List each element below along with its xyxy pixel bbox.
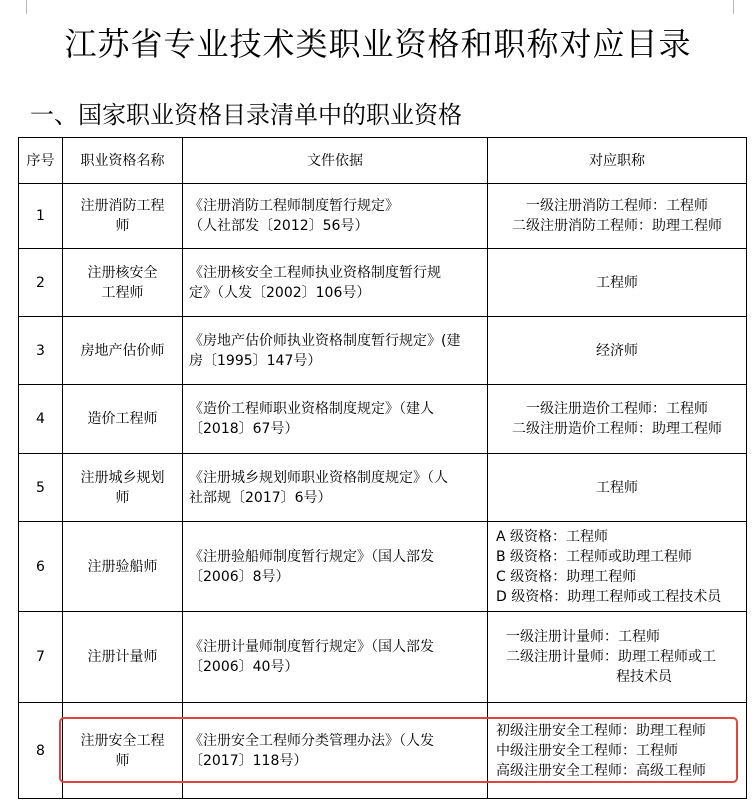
document-basis: 《注册计量师制度暂行规定》（国人部发 〔2006〕40号） xyxy=(183,612,488,703)
corresponding-title: 工程师 xyxy=(488,249,747,317)
qualification-name: 注册核安全 工程师 xyxy=(63,249,183,317)
qualification-name: 注册验船师 xyxy=(63,522,183,612)
corresponding-title: 初级注册安全工程师：助理工程师 中级注册安全工程师：工程师 高级注册安全工程师：高级工程师 xyxy=(488,703,747,799)
document-basis: 《注册安全工程师分类管理办法》（人发 〔2017〕118号） xyxy=(183,703,488,799)
document-basis: 《房地产估价师执业资格制度暂行规定》(建 房〔1995〕147号） xyxy=(183,317,488,385)
table-header-row xyxy=(19,138,747,184)
document-basis: 《注册消防工程师制度暂行规定》 （人社部发〔2012〕56号） xyxy=(183,184,488,249)
row-index: 4 xyxy=(19,385,63,454)
corresponding-title: 经济师 xyxy=(488,317,747,385)
table-row xyxy=(19,522,747,612)
qualification-name: 房地产估价师 xyxy=(63,317,183,385)
corresponding-title: A 级资格：工程师 B 级资格：工程师或助理工程师 C 级资格：助理工程师 D 级资格：助理工程师或工程技术员 xyxy=(488,522,747,612)
table-row xyxy=(19,317,747,385)
header-document-basis: 文件依据 xyxy=(183,138,488,184)
table-row xyxy=(19,454,747,522)
row-index: 2 xyxy=(19,249,63,317)
table-row xyxy=(19,184,747,249)
row-index: 6 xyxy=(19,522,63,612)
document-basis: 《注册城乡规划师职业资格制度规定》（人 社部规〔2017〕6号） xyxy=(183,454,488,522)
qualification-name: 注册消防工程 师 xyxy=(63,184,183,249)
qualification-name: 注册城乡规划 师 xyxy=(63,454,183,522)
row-index: 7 xyxy=(19,612,63,703)
document-basis: 《注册验船师制度暂行规定》（国人部发 〔2006〕8号） xyxy=(183,522,488,612)
corresponding-title: 工程师 xyxy=(488,454,747,522)
qualification-name: 注册安全工程 师 xyxy=(63,703,183,799)
row-index: 5 xyxy=(19,454,63,522)
table-row xyxy=(19,612,747,703)
document-basis: 《注册核安全工程师执业资格制度暂行规 定》（人发〔2002〕106号） xyxy=(183,249,488,317)
page-margin-mark-right xyxy=(733,0,734,14)
table-row xyxy=(19,249,747,317)
table-row xyxy=(19,385,747,454)
corresponding-title: 一级注册消防工程师：工程师 二级注册消防工程师：助理工程师 xyxy=(488,184,747,249)
row-index: 1 xyxy=(19,184,63,249)
section-heading: 一、国家职业资格目录清单中的职业资格 xyxy=(30,101,462,129)
document-basis: 《造价工程师职业资格制度规定》（建人 〔2018〕67号） xyxy=(183,385,488,454)
header-corresponding-title: 对应职称 xyxy=(488,138,747,184)
page-title: 江苏省专业技术类职业资格和职称对应目录 xyxy=(64,25,692,63)
header-index: 序号 xyxy=(19,138,63,184)
table-row xyxy=(19,703,747,799)
row-index: 3 xyxy=(19,317,63,385)
qualification-name: 注册计量师 xyxy=(63,612,183,703)
header-qualification-name: 职业资格名称 xyxy=(63,138,183,184)
corresponding-title: 一级注册计量师：工程师 二级注册计量师：助理工程师或工 程技术员 xyxy=(488,612,747,703)
qualification-name: 造价工程师 xyxy=(63,385,183,454)
page-margin-mark-left xyxy=(26,0,27,14)
corresponding-title: 一级注册造价工程师：工程师 二级注册造价工程师：助理工程师 xyxy=(488,385,747,454)
row-index: 8 xyxy=(19,703,63,799)
qualification-table xyxy=(18,137,747,799)
